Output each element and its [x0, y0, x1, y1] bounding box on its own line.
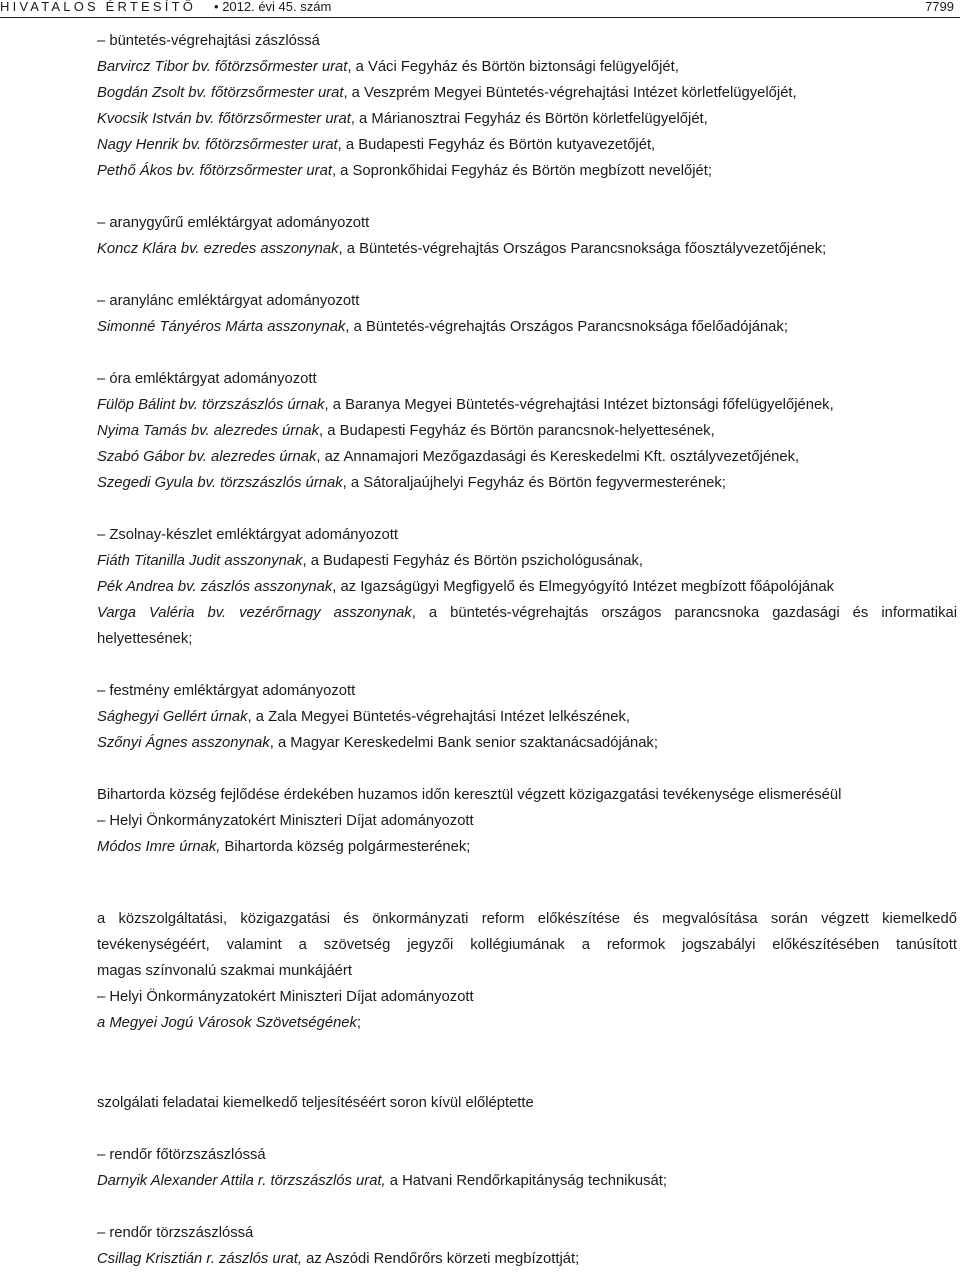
- text-line: [97, 135, 655, 155]
- recipient-name: Bogdán Zsolt bv. főtörzsőrmester urat: [97, 85, 344, 101]
- text-line: [97, 577, 834, 597]
- text-segment: tevékenységéért, valamint a szövetség jegyzői kollégiumának a reformok jogszabályi előkészítésében tanúsított: [97, 937, 957, 953]
- text-line: [97, 1249, 579, 1269]
- text-segment: – óra emléktárgyat adományozott: [97, 371, 317, 387]
- recipient-name: Darnyik Alexander Attila r. törzszászlós urat,: [97, 1173, 386, 1189]
- text-segment: , a Büntetés-végrehajtás Országos Parancsnoksága főelőadójának;: [345, 319, 788, 335]
- text-line: [97, 421, 715, 441]
- recipient-name: Pék Andrea bv. zászlós asszonynak: [97, 579, 333, 595]
- text-line: [97, 551, 643, 571]
- text-line: [97, 1171, 667, 1191]
- text-line: [97, 961, 352, 981]
- text-line: [97, 785, 841, 805]
- text-line: [97, 837, 470, 857]
- text-segment: , a Sopronkőhidai Fegyház és Börtön megbízott nevelőjét;: [331, 163, 712, 179]
- text-line: [97, 369, 317, 389]
- recipient-name: Fiáth Titanilla Judit asszonynak: [97, 553, 303, 569]
- text-segment: – rendőr főtörzszászlóssá: [97, 1147, 266, 1163]
- recipient-name: Simonné Tányéros Márta asszonynak: [97, 319, 346, 335]
- text-line: [97, 935, 957, 955]
- recipient-name: Nyima Tamás bv. alezredes úrnak: [97, 423, 320, 439]
- text-line: [97, 57, 679, 77]
- issue-label: [214, 0, 331, 14]
- text-segment: , a Budapesti Fegyház és Börtön kutyavezetőjét,: [337, 137, 656, 153]
- text-line: [97, 473, 726, 493]
- text-segment: , a Zala Megyei Büntetés-végrehajtási Intézet lelkészének,: [247, 709, 630, 725]
- page-header: [0, 0, 960, 22]
- text-line: [97, 811, 474, 831]
- text-line: [97, 603, 957, 623]
- text-line: [97, 291, 359, 311]
- text-line: [97, 733, 658, 753]
- text-line: [97, 525, 398, 545]
- text-segment: – festmény emléktárgyat adományozott: [97, 683, 356, 699]
- issue-number: 2012. évi 45. szám: [222, 0, 332, 14]
- text-line: [97, 161, 712, 181]
- text-segment: – aranygyűrű emléktárgyat adományozott: [97, 215, 370, 231]
- text-segment: – Helyi Önkormányzatokért Miniszteri Díjat adományozott: [97, 813, 474, 829]
- text-segment: a közszolgáltatási, közigazgatási és önkormányzati reform előkészítése és megvalósítása során végzett kiemelkedő: [97, 911, 957, 927]
- text-segment: , a Büntetés-végrehajtás Országos Parancsnoksága főosztályvezetőjének;: [338, 241, 827, 257]
- text-segment: Bihartorda község polgármesterének;: [220, 839, 471, 855]
- recipient-name: Szőnyi Ágnes asszonynak: [97, 735, 270, 751]
- recipient-name: Módos Imre úrnak,: [97, 839, 221, 855]
- recipient-name: a Megyei Jogú Városok Szövetségének: [97, 1015, 357, 1031]
- text-line: [97, 317, 788, 337]
- text-segment: az Aszódi Rendőrőrs körzeti megbízottját;: [302, 1251, 580, 1267]
- text-segment: – büntetés-végrehajtási zászlóssá: [97, 33, 320, 49]
- header-bullet: •: [214, 0, 219, 14]
- text-segment: , a Veszprém Megyei Büntetés-végrehajtási Intézet körletfelügyelőjét,: [343, 85, 797, 101]
- recipient-name: Varga Valéria bv. vezérőrnagy asszonynak: [97, 605, 412, 621]
- text-line: [97, 707, 630, 727]
- text-segment: , az Igazságügyi Megfigyelő és Elmegyógyító Intézet megbízott főápolójának: [332, 579, 834, 595]
- recipient-name: Csillag Krisztián r. zászlós urat,: [97, 1251, 303, 1267]
- recipient-name: Sághegyi Gellért úrnak: [97, 709, 248, 725]
- text-line: [97, 31, 320, 51]
- text-segment: – Helyi Önkormányzatokért Miniszteri Díjat adományozott: [97, 989, 474, 1005]
- text-line: [97, 395, 834, 415]
- recipient-name: Fülöp Bálint bv. törzszászlós úrnak: [97, 397, 325, 413]
- text-segment: magas színvonalú szakmai munkájáért: [97, 963, 352, 979]
- journal-title: HIVATALOS ÉRTESÍTŐ: [0, 0, 197, 14]
- text-line: [97, 1223, 253, 1243]
- page-number: 7799: [925, 0, 954, 14]
- text-line: [97, 681, 355, 701]
- text-line: [97, 1013, 361, 1033]
- recipient-name: Szegedi Gyula bv. törzszászlós úrnak: [97, 475, 343, 491]
- recipient-name: Koncz Klára bv. ezredes asszonynak: [97, 241, 339, 257]
- text-segment: , a Magyar Kereskedelmi Bank senior szaktanácsadójának;: [269, 735, 658, 751]
- text-line: [97, 109, 708, 129]
- text-line: [97, 447, 799, 467]
- text-segment: Bihartorda község fejlődése érdekében huzamos időn keresztül végzett közigazgatási tevékenysége elismeréséül: [97, 787, 842, 803]
- text-line: [97, 213, 369, 233]
- text-segment: szolgálati feladatai kiemelkedő teljesítéséért soron kívül előléptette: [97, 1095, 534, 1111]
- recipient-name: Nagy Henrik bv. főtörzsőrmester urat: [97, 137, 338, 153]
- text-segment: , a Budapesti Fegyház és Börtön parancsnok-helyettesének,: [319, 423, 715, 439]
- text-segment: , a Baranya Megyei Büntetés-végrehajtási Intézet biztonsági főfelügyelőjének,: [324, 397, 834, 413]
- text-segment: , a Váci Fegyház és Börtön biztonsági felügyelőjét,: [347, 59, 679, 75]
- recipient-name: Kvocsik István bv. főtörzsőrmester urat: [97, 111, 351, 127]
- text-segment: , a Budapesti Fegyház és Börtön pszichológusának,: [302, 553, 644, 569]
- text-segment: – aranylánc emléktárgyat adományozott: [97, 293, 360, 309]
- text-line: [97, 1093, 534, 1113]
- text-segment: , a Márianosztrai Fegyház és Börtön körletfelügyelőjét,: [350, 111, 708, 127]
- text-segment: – Zsolnay-készlet emléktárgyat adományozott: [97, 527, 399, 543]
- recipient-name: Pethő Ákos bv. főtörzsőrmester urat: [97, 163, 332, 179]
- text-segment: , az Annamajori Mezőgazdasági és Kereskedelmi Kft. osztályvezetőjének,: [316, 449, 800, 465]
- text-segment: helyettesének;: [97, 631, 193, 647]
- text-line: [97, 909, 957, 929]
- header-rule: [0, 17, 960, 18]
- text-segment: – rendőr törzszászlóssá: [97, 1225, 254, 1241]
- recipient-name: Barvircz Tibor bv. főtörzsőrmester urat: [97, 59, 348, 75]
- text-segment: ;: [356, 1015, 362, 1031]
- text-segment: a Hatvani Rendőrkapitányság technikusát;: [385, 1173, 667, 1189]
- text-segment: , a büntetés-végrehajtás országos parancsnoka gazdasági és informatikai: [411, 605, 957, 621]
- text-segment: , a Sátoraljaújhelyi Fegyház és Börtön fegyvermesterének;: [342, 475, 726, 491]
- recipient-name: Szabó Gábor bv. alezredes úrnak: [97, 449, 317, 465]
- text-line: [97, 629, 192, 649]
- text-line: [97, 83, 797, 103]
- text-line: [97, 1145, 266, 1165]
- text-line: [97, 987, 474, 1007]
- text-line: [97, 239, 826, 259]
